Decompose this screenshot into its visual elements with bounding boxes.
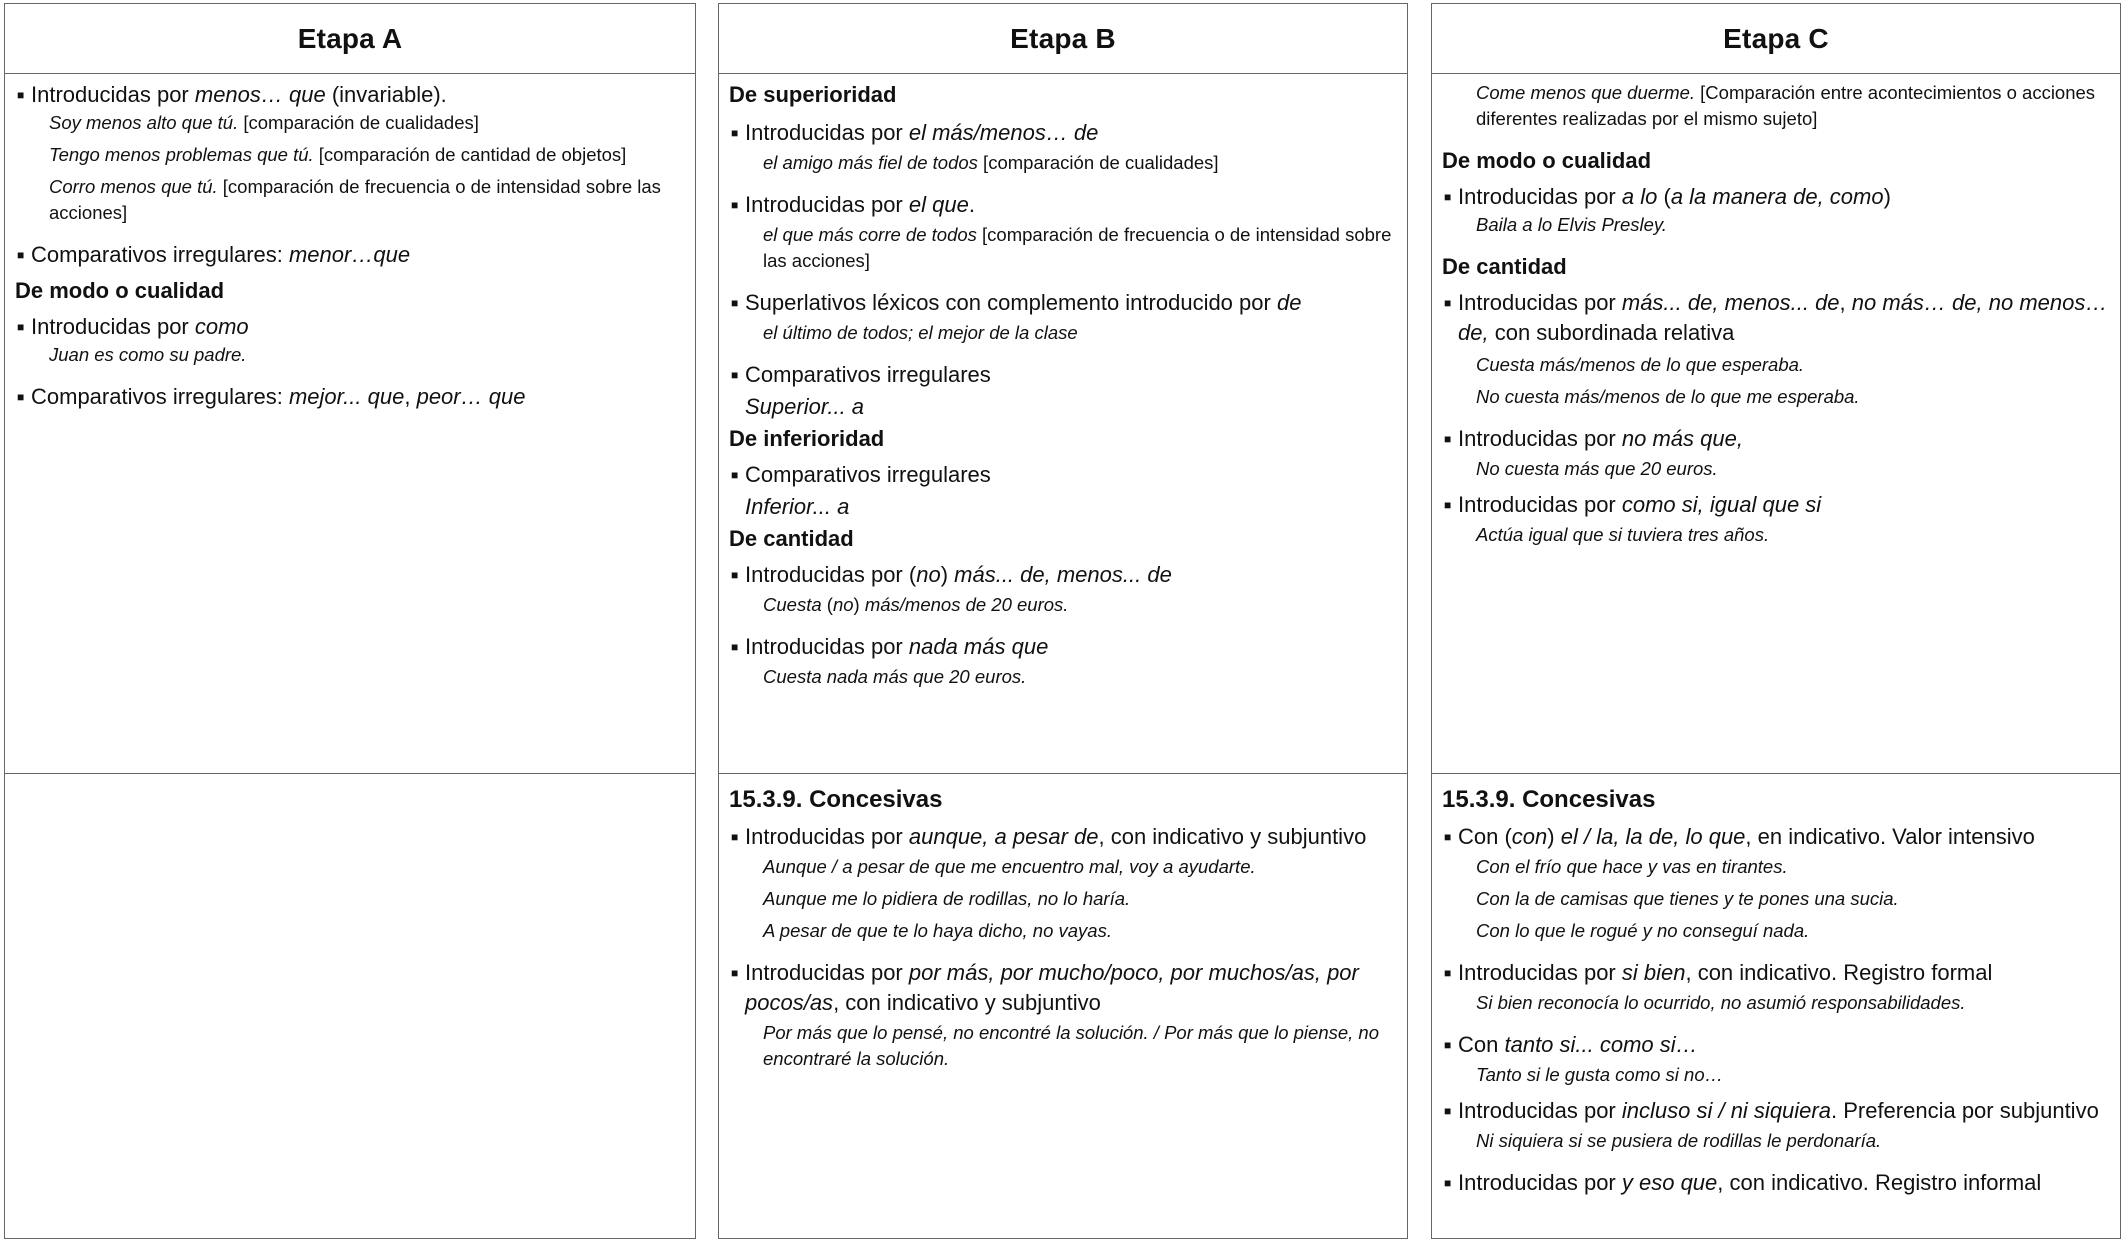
bullet-icon: ■ [17, 320, 25, 334]
column-title: Etapa B [1010, 22, 1116, 54]
example: Aunque / a pesar de que me encuentro mal, voy a ayudarte. [763, 856, 1256, 877]
example: No cuesta más/menos de lo que me esperaba. [1476, 386, 1860, 407]
example: Cuesta (no) más/menos de 20 euros. [763, 594, 1069, 615]
example: Tengo menos problemas que tú. [comparación de cantidad de objetos] [49, 144, 627, 165]
cell-c-bottom [1432, 774, 2120, 1238]
column-etapa-b [718, 3, 1408, 1239]
bullet-item: ■ Introducidas por como [15, 312, 685, 342]
bullet-item: ■ Introducidas por (no) más... de, menos... de [729, 560, 1397, 590]
bullet-icon: ■ [731, 126, 739, 140]
column-title: Etapa A [297, 22, 403, 54]
subheading: De modo o cualidad [15, 278, 225, 303]
example: Inferior... a [745, 494, 850, 519]
section-heading: 15.3.9. Concesivas [729, 786, 943, 813]
example: Corro menos que tú. [comparación de frecuencia o de intensidad sobre las acciones] [49, 176, 661, 223]
bullet-item: ■ Comparativos irregulares [729, 360, 1397, 390]
bullet-icon: ■ [731, 198, 739, 212]
example: Soy menos alto que tú. [comparación de cualidades] [49, 112, 479, 133]
bullet-item: ■ Comparativos irregulares: menor…que [15, 240, 685, 270]
example: Actúa igual que si tuviera tres años. [1476, 524, 1770, 545]
bullet-item: ■ Introducidas por incluso si / ni siquiera. Preferencia por subjuntivo [1442, 1096, 2110, 1126]
example: Con el frío que hace y vas en tirantes. [1476, 856, 1788, 877]
bullet-icon: ■ [1444, 190, 1452, 204]
bullet-icon: ■ [17, 390, 25, 404]
example: Come menos que duerme. [Comparación entre acontecimientos o acciones diferentes realizadas por el mismo sujeto] [1476, 82, 2096, 129]
bullet-icon: ■ [1444, 1104, 1452, 1118]
bullet-item: ■ Introducidas por más... de, menos... de, no más… de, no menos… de, con subordinada relativa [1442, 288, 2110, 348]
cell-c-top [1432, 74, 2120, 774]
bullet-icon: ■ [731, 966, 739, 980]
example: Juan es como su padre. [49, 344, 247, 365]
bullet-item: ■ Comparativos irregulares [729, 460, 1397, 490]
bullet-item: ■ Introducidas por y eso que, con indicativo. Registro informal [1442, 1168, 2110, 1198]
bullet-icon: ■ [1444, 498, 1452, 512]
example: Ni siquiera si se pusiera de rodillas le perdonaría. [1476, 1130, 1882, 1151]
example: el que más corre de todos [comparación de frecuencia o de intensidad sobre las acciones] [763, 224, 1392, 271]
example: Aunque me lo pidiera de rodillas, no lo haría. [763, 888, 1131, 909]
bullet-icon: ■ [731, 830, 739, 844]
example: Cuesta nada más que 20 euros. [763, 666, 1027, 687]
column-header [1432, 4, 2120, 74]
bullet-item: ■ Introducidas por nada más que [729, 632, 1397, 662]
bullet-item: ■ Comparativos irregulares: mejor... que, peor… que [15, 382, 685, 412]
example: No cuesta más que 20 euros. [1476, 458, 1718, 479]
bullet-item: ■ Introducidas por aunque, a pesar de, con indicativo y subjuntivo [729, 822, 1397, 852]
example: Baila a lo Elvis Presley. [1476, 214, 1667, 235]
section-heading: 15.3.9. Concesivas [1442, 786, 1656, 813]
bullet-icon: ■ [731, 368, 739, 382]
subheading: De modo o cualidad [1442, 148, 1652, 173]
bullet-item: ■ Con tanto si... como si… [1442, 1030, 2110, 1060]
cell-a-top [5, 74, 695, 774]
subheading: De cantidad [1442, 254, 1567, 279]
bullet-item: ■ Con (con) el / la, la de, lo que, en indicativo. Valor intensivo [1442, 822, 2110, 852]
bullet-icon: ■ [1444, 1038, 1452, 1052]
example: Tanto si le gusta como si no… [1476, 1064, 1724, 1085]
column-header [5, 4, 695, 74]
bullet-item: ■ Introducidas por por más, por mucho/poco, por muchos/as, por pocos/as, con indicativo y subjuntivo [729, 958, 1397, 1018]
column-title: Etapa C [1723, 22, 1829, 54]
example: el último de todos; el mejor de la clase [763, 322, 1078, 343]
bullet-item: ■ Introducidas por como si, igual que si [1442, 490, 2110, 520]
bullet-icon: ■ [731, 568, 739, 582]
example: A pesar de que te lo haya dicho, no vayas. [763, 920, 1112, 941]
column-etapa-c [1431, 3, 2121, 1239]
example: Cuesta más/menos de lo que esperaba. [1476, 354, 1805, 375]
bullet-item: ■ Introducidas por no más que, [1442, 424, 2110, 454]
bullet-icon: ■ [17, 88, 25, 102]
bullet-icon: ■ [731, 640, 739, 654]
example: Con la de camisas que tienes y te pones una sucia. [1476, 888, 1899, 909]
example: Superior... a [745, 394, 865, 419]
example: Si bien reconocía lo ocurrido, no asumió responsabilidades. [1476, 992, 1966, 1013]
cell-b-top [719, 74, 1407, 774]
bullet-icon: ■ [1444, 966, 1452, 980]
bullet-item: ■ Introducidas por el que. [729, 190, 1397, 220]
example: Por más que lo pensé, no encontré la solución. / Por más que lo piense, no encontraré la solución. [763, 1022, 1380, 1069]
bullet-item: ■ Superlativos léxicos con complemento introducido por de [729, 288, 1397, 318]
bullet-icon: ■ [731, 296, 739, 310]
example: Con lo que le rogué y no conseguí nada. [1476, 920, 1810, 941]
bullet-item: ■ Introducidas por el más/menos… de [729, 118, 1397, 148]
bullet-icon: ■ [1444, 830, 1452, 844]
example: el amigo más fiel de todos [comparación de cualidades] [763, 152, 1219, 173]
bullet-icon: ■ [1444, 1176, 1452, 1190]
bullet-item: ■ Introducidas por si bien, con indicativo. Registro formal [1442, 958, 2110, 988]
column-etapa-a [4, 3, 696, 1239]
bullet-item: ■ Introducidas por menos… que (invariable). [15, 80, 685, 110]
subheading: De inferioridad [729, 426, 885, 451]
bullet-icon: ■ [731, 468, 739, 482]
bullet-item: ■ Introducidas por a lo (a la manera de, como) [1442, 182, 2110, 212]
column-header [719, 4, 1407, 74]
subheading: De cantidad [729, 526, 854, 551]
cell-b-bottom [719, 774, 1407, 1238]
subheading: De superioridad [729, 82, 897, 107]
bullet-icon: ■ [1444, 296, 1452, 310]
bullet-icon: ■ [1444, 432, 1452, 446]
bullet-icon: ■ [17, 248, 25, 262]
cell-a-bottom [5, 774, 695, 1238]
